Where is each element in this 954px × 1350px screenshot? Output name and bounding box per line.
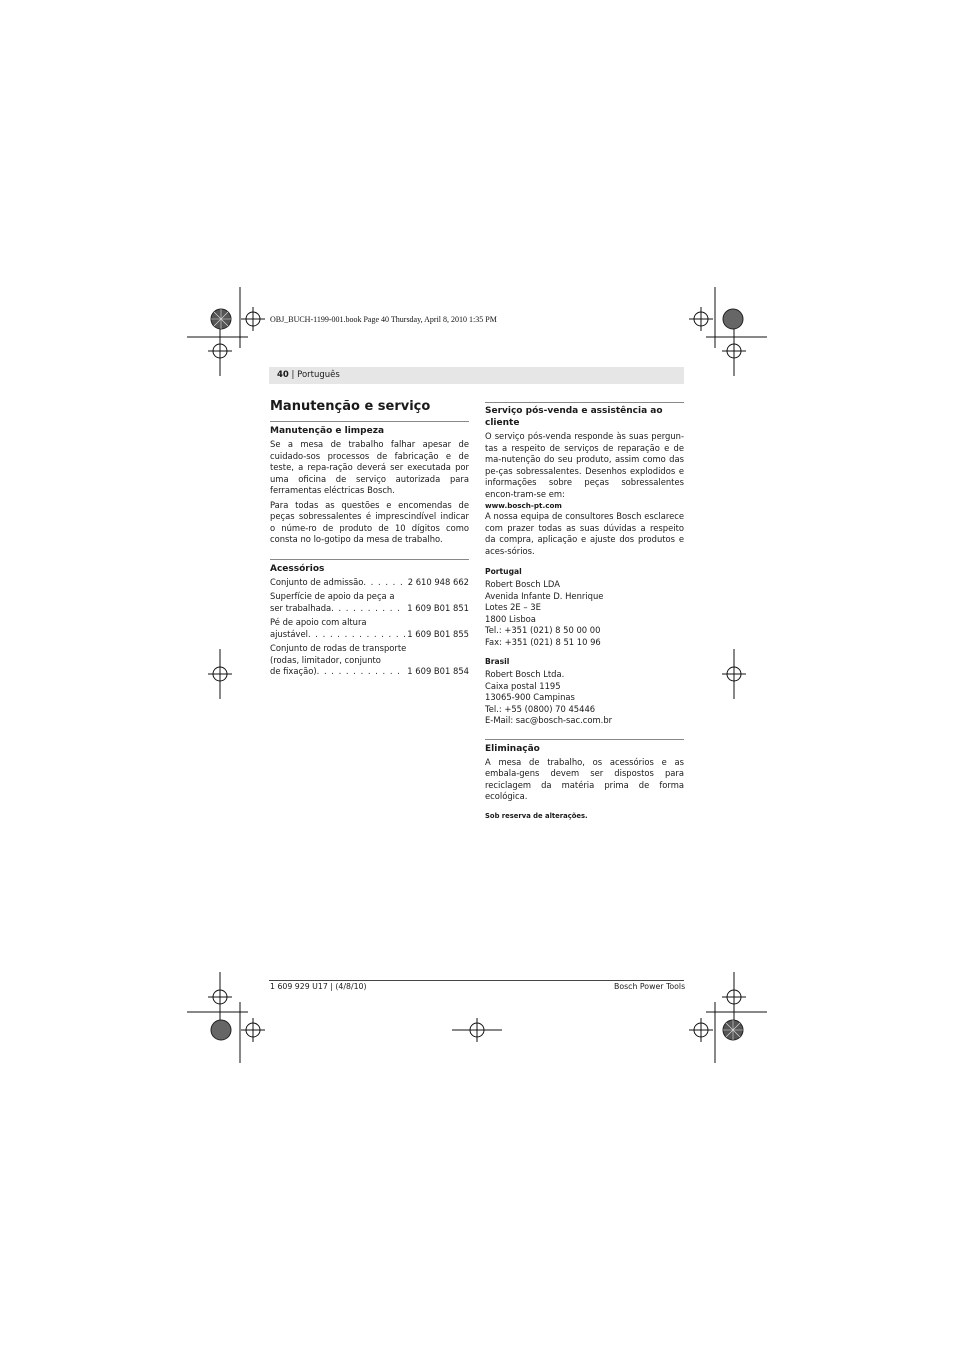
service-paragraph: A nossa equipa de consultores Bosch esclarece com prazer todas as suas dúvidas a respeito da compra, aplicação e ajuste dos produtos e aces-sórios. bbox=[485, 511, 684, 556]
accessory-name-line: Conjunto de rodas de transporte bbox=[270, 643, 407, 653]
maintenance-paragraph: Se a mesa de trabalho falhar apesar de cuidado-sos processos de fabricação e de teste, a repa-ração deverá ser executada por uma oficina de serviço autorizada para ferramentas eléctricas Bosch. bbox=[270, 439, 469, 495]
address-line: 13065-900 Campinas bbox=[485, 692, 575, 702]
accessory-item bbox=[270, 643, 469, 678]
accessory-name-line: Pé de apoio com altura bbox=[270, 617, 367, 627]
address-line: Robert Bosch Ltda. bbox=[485, 669, 565, 679]
service-heading: Serviço pós-venda e assistência ao cliente bbox=[485, 406, 663, 428]
accessory-number: 2 610 948 662 bbox=[407, 576, 469, 587]
maintenance-heading: Manutenção e limpeza bbox=[270, 426, 385, 436]
accessory-name-line: Superfície de apoio da peça a bbox=[270, 591, 395, 601]
address-line: 1800 Lisboa bbox=[485, 613, 536, 624]
accessory-name: de fixação) bbox=[270, 666, 317, 676]
header-separator: | bbox=[288, 370, 298, 380]
accessory-item bbox=[270, 577, 469, 589]
accessory-name-line: (rodas, limitador, conjunto bbox=[270, 654, 381, 665]
accessory-number: 1 609 B01 851 bbox=[407, 602, 469, 613]
service-paragraph: O serviço pós-venda responde às suas pergun-tas a respeito de serviços de reparação e de ma-nutenção do seu produto, assim como das pe-ças sobressalentes. Desenhos explodidos e informações sobre peças sobressalentes encon-tram-se em: bbox=[485, 431, 684, 499]
accessory-item bbox=[270, 617, 469, 640]
disposal-paragraph: A mesa de trabalho, os acessórios e as embala-gens devem ser dispostos para reciclagem da matéria prima de forma ecológica. bbox=[485, 756, 684, 801]
address-line: Lotes 2E – 3E bbox=[485, 602, 541, 612]
maintenance-paragraph: Para todas as questões e encomendas de peças sobressalentes é imprescindível indicar o núme-ro de produto de 10 dígitos como consta no lo-gotipo da mesa de trabalho. bbox=[270, 499, 469, 544]
accessory-number: 1 609 B01 854 bbox=[407, 666, 469, 676]
footer-doc-number: 1 609 929 U17 | (4/8/10) bbox=[270, 982, 367, 991]
phone-line: Tel.: +55 (0800) 70 45446 bbox=[485, 703, 596, 714]
right-column bbox=[485, 402, 684, 822]
print-slug: OBJ_BUCH-1199-001.book Page 40 Thursday, April 8, 2010 1:35 PM bbox=[270, 315, 497, 324]
address-line: Caixa postal 1195 bbox=[485, 680, 561, 691]
section-title: Manutenção e serviço bbox=[270, 399, 431, 414]
service-url: www.bosch-pt.com bbox=[485, 501, 562, 510]
phone-line: Tel.: +351 (021) 8 50 00 00 bbox=[485, 625, 601, 635]
section-rule bbox=[485, 739, 684, 740]
footer-rule bbox=[269, 980, 684, 981]
address-line: Robert Bosch LDA bbox=[485, 579, 560, 589]
address-line: Avenida Infante D. Henrique bbox=[485, 590, 604, 601]
email-line: E-Mail: sac@bosch-sac.com.br bbox=[485, 715, 613, 725]
reservation-note: Sob reserva de alterações. bbox=[485, 811, 588, 820]
brasil-heading: Brasil bbox=[485, 657, 510, 666]
accessory-name: ajustável bbox=[270, 628, 308, 639]
disposal-heading: Eliminação bbox=[485, 743, 540, 754]
page-header bbox=[277, 370, 340, 380]
accessories-heading: Acessórios bbox=[270, 563, 325, 574]
accessory-number: 1 609 B01 855 bbox=[407, 628, 469, 639]
accessory-name: Conjunto de admissão bbox=[270, 576, 364, 587]
accessory-name: ser trabalhada bbox=[270, 602, 332, 613]
left-column bbox=[270, 398, 469, 681]
fax-line: Fax: +351 (021) 8 51 10 96 bbox=[485, 636, 601, 647]
section-rule bbox=[270, 421, 469, 422]
accessory-item bbox=[270, 591, 469, 614]
page-number: 40 bbox=[277, 370, 289, 380]
section-rule bbox=[270, 559, 469, 560]
header-language: Português bbox=[297, 370, 340, 380]
portugal-heading: Portugal bbox=[485, 567, 522, 576]
section-rule bbox=[485, 402, 684, 403]
footer-brand: Bosch Power Tools bbox=[614, 982, 686, 991]
